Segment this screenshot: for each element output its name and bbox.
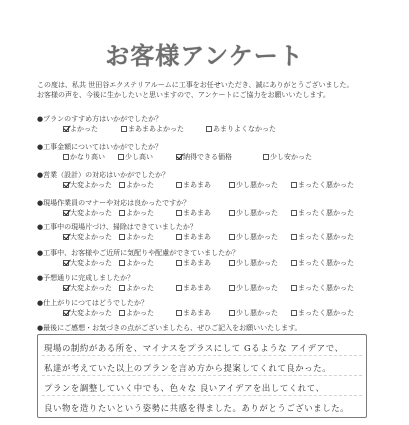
option[interactable] bbox=[176, 152, 232, 162]
option-label: 少し悪かった bbox=[236, 259, 278, 267]
checkbox[interactable] bbox=[291, 234, 297, 240]
checkbox[interactable] bbox=[263, 154, 269, 160]
question-sales: ●営業（設計）の対応はいかがでしたか？ bbox=[37, 171, 170, 179]
checkbox[interactable] bbox=[176, 285, 182, 291]
question-cleanup: ●工事中の現場片づけ、掃除はできていましたか？ bbox=[37, 223, 197, 231]
checkbox[interactable] bbox=[119, 310, 125, 316]
checkbox[interactable] bbox=[229, 260, 235, 266]
option-label: 少し悪かった bbox=[236, 209, 278, 217]
option-label: まあまあ bbox=[183, 309, 211, 317]
option-label: 大変よかった bbox=[70, 284, 112, 292]
option-label: まあまあ bbox=[183, 284, 211, 292]
option[interactable] bbox=[229, 308, 278, 318]
handwritten-line: 現場の制約がある所を、マイナスをプラスにして Gるような アイデアで、 bbox=[44, 343, 344, 353]
handwritten-line: 私達が考えていた以上のプランを言め方から提案してくれて良かった。 bbox=[44, 363, 332, 373]
question-finish: ●仕上がりにつてはどうでしたか？ bbox=[37, 299, 148, 307]
option[interactable] bbox=[176, 258, 211, 268]
option-label: まあまあ bbox=[183, 209, 211, 217]
checkbox[interactable] bbox=[118, 154, 124, 160]
option-label: よかった bbox=[126, 209, 154, 217]
option[interactable] bbox=[63, 152, 105, 162]
checkbox[interactable] bbox=[63, 210, 69, 216]
option[interactable] bbox=[291, 208, 354, 218]
option[interactable] bbox=[121, 124, 184, 134]
option[interactable] bbox=[176, 208, 211, 218]
option-label: 大変よかった bbox=[70, 181, 112, 189]
checkbox[interactable] bbox=[176, 154, 182, 160]
checkbox[interactable] bbox=[176, 234, 182, 240]
comment-box[interactable] bbox=[37, 334, 367, 418]
option[interactable] bbox=[291, 232, 354, 242]
option-label: 少し安かった bbox=[270, 153, 312, 161]
checkbox[interactable] bbox=[63, 260, 69, 266]
handwritten-line: 良い物を造りたいという姿勢に共感を得ました。ありがとうございました。 bbox=[44, 403, 350, 413]
option[interactable] bbox=[229, 258, 278, 268]
checkbox[interactable] bbox=[229, 285, 235, 291]
checkbox[interactable] bbox=[176, 310, 182, 316]
checkbox[interactable] bbox=[119, 182, 125, 188]
option[interactable] bbox=[63, 283, 112, 293]
option[interactable] bbox=[291, 308, 354, 318]
checkbox[interactable] bbox=[63, 234, 69, 240]
checkbox[interactable] bbox=[229, 234, 235, 240]
comment-prompt: ●最後にご感想・お気づきの点がございましたら、ぜひご記入をお願いいたします。 bbox=[37, 324, 302, 332]
option-label: 少し高い bbox=[125, 153, 153, 161]
option-label: 少し悪かった bbox=[236, 309, 278, 317]
option-label: まあまあ bbox=[183, 259, 211, 267]
option-label: 大変よかった bbox=[70, 309, 112, 317]
option-label: まったく悪かった bbox=[298, 181, 354, 189]
option[interactable] bbox=[263, 152, 312, 162]
handwritten-line: プランを調整していく中でも、色々な 良いアイデアを出してくれて、 bbox=[44, 383, 325, 393]
checkbox[interactable] bbox=[63, 126, 69, 132]
option[interactable] bbox=[229, 232, 278, 242]
option-label: まったく悪かった bbox=[298, 233, 354, 241]
intro-line: お客様の声を、今後に生かしたいと思いますので、アンケートにご協力をお願いいたします。 bbox=[37, 91, 330, 99]
checkbox[interactable] bbox=[63, 154, 69, 160]
option-label: よかった bbox=[70, 125, 98, 133]
option-label: 納得できる価格 bbox=[183, 153, 232, 161]
option[interactable] bbox=[119, 258, 154, 268]
option-label: 大変よかった bbox=[70, 209, 112, 217]
checkbox[interactable] bbox=[121, 126, 127, 132]
guide-line bbox=[42, 355, 362, 356]
option-label: まったく悪かった bbox=[298, 309, 354, 317]
checkbox[interactable] bbox=[291, 210, 297, 216]
checkbox[interactable] bbox=[229, 210, 235, 216]
checkbox[interactable] bbox=[176, 260, 182, 266]
option-label: 少し悪かった bbox=[236, 181, 278, 189]
option[interactable] bbox=[119, 232, 154, 242]
option-label: あまりよくなかった bbox=[213, 125, 276, 133]
option-label: まあまあ bbox=[183, 233, 211, 241]
checkbox[interactable] bbox=[119, 285, 125, 291]
option[interactable] bbox=[176, 283, 211, 293]
option-label: かなり高い bbox=[70, 153, 105, 161]
option[interactable] bbox=[63, 308, 112, 318]
option-label: まあまあ bbox=[183, 181, 211, 189]
option[interactable] bbox=[206, 124, 276, 134]
checkbox[interactable] bbox=[63, 285, 69, 291]
option[interactable] bbox=[176, 232, 211, 242]
option[interactable] bbox=[63, 208, 112, 218]
question-completion: ●予想通りに完成しましたか？ bbox=[37, 274, 135, 282]
option-label: まったく悪かった bbox=[298, 209, 354, 217]
option[interactable] bbox=[119, 208, 154, 218]
option-label: まったく悪かった bbox=[298, 259, 354, 267]
option[interactable] bbox=[63, 232, 112, 242]
checkbox[interactable] bbox=[206, 126, 212, 132]
option[interactable] bbox=[63, 180, 112, 190]
intro-line: この度は、私共 世田谷エクステリアルームに工事をお任せいただき、誠にありがとうございました。 bbox=[37, 81, 354, 89]
option-label: よかった bbox=[126, 233, 154, 241]
option[interactable] bbox=[176, 180, 211, 190]
question-plan: ●プランのすすめ方はいかがでしたか？ bbox=[37, 115, 163, 123]
checkbox[interactable] bbox=[63, 182, 69, 188]
checkbox[interactable] bbox=[229, 182, 235, 188]
option[interactable] bbox=[119, 283, 154, 293]
option-label: よかった bbox=[126, 284, 154, 292]
checkbox[interactable] bbox=[119, 234, 125, 240]
option-label: 少し悪かった bbox=[236, 233, 278, 241]
intro-text bbox=[37, 80, 353, 100]
option-label: 少し悪かった bbox=[236, 284, 278, 292]
option[interactable] bbox=[176, 308, 211, 318]
question-neighbor-care: ●工事中、お客様やご近所に気配りや配慮ができていましたか？ bbox=[37, 249, 240, 257]
option-label: よかった bbox=[126, 181, 154, 189]
option[interactable] bbox=[229, 180, 278, 190]
checkbox[interactable] bbox=[176, 182, 182, 188]
option[interactable] bbox=[291, 180, 354, 190]
option-label: 大変よかった bbox=[70, 233, 112, 241]
option-label: まあまあよかった bbox=[128, 125, 184, 133]
option[interactable] bbox=[119, 180, 154, 190]
option[interactable] bbox=[291, 258, 354, 268]
question-staff-manners: ●現場作業員のマナーや対応は良かったですか？ bbox=[37, 199, 191, 207]
checkbox[interactable] bbox=[176, 210, 182, 216]
guide-line bbox=[42, 375, 362, 376]
option-label: 大変よかった bbox=[70, 259, 112, 267]
checkbox[interactable] bbox=[119, 260, 125, 266]
checkbox[interactable] bbox=[291, 182, 297, 188]
option[interactable] bbox=[63, 124, 98, 134]
option-label: まったく悪かった bbox=[298, 284, 354, 292]
checkbox[interactable] bbox=[229, 310, 235, 316]
checkbox[interactable] bbox=[291, 285, 297, 291]
checkbox[interactable] bbox=[291, 310, 297, 316]
option-label: よかった bbox=[126, 309, 154, 317]
option[interactable] bbox=[229, 208, 278, 218]
option[interactable] bbox=[63, 258, 112, 268]
checkbox[interactable] bbox=[119, 210, 125, 216]
page-title: お客様アンケート bbox=[105, 42, 304, 70]
option[interactable] bbox=[118, 152, 153, 162]
guide-line bbox=[42, 395, 362, 396]
question-price: ●工事金額についてはいかがでしたか？ bbox=[37, 143, 162, 151]
checkbox[interactable] bbox=[291, 260, 297, 266]
option[interactable] bbox=[119, 308, 154, 318]
option-label: よかった bbox=[126, 259, 154, 267]
option[interactable] bbox=[229, 283, 278, 293]
option[interactable] bbox=[291, 283, 354, 293]
checkbox[interactable] bbox=[63, 310, 69, 316]
